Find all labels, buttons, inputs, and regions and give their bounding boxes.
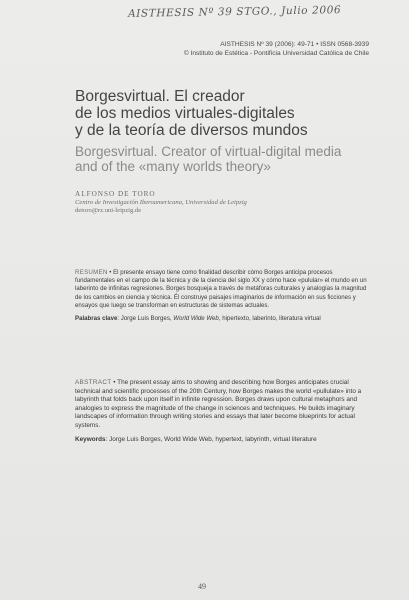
journal-issue-line: AISTHESIS Nº 39 (2006): 49-71 • ISSN 0568-3939 [220,41,369,48]
article-title-english [75,144,375,174]
keywords-en [75,436,370,445]
title-en-line: Borgesvirtual. Creator of virtual-digital media [75,144,342,159]
author-affiliation: Centro de Investigación Iberoamericana, Universidad de Leipzig [75,199,247,206]
page-number: 49 [198,582,206,591]
keywords-es-pre: : Jorge Luis Borges, [117,315,174,323]
title-es-line: Borgesvirtual. El creador [75,88,245,105]
keywords-es [75,315,370,323]
abstract-es-body: • El presente ensayo tiene como finalidad describir cómo Borges anticipa procesos fundamentales en el campo de la técnica y de la ciencia del siglo XX y cómo hace «pulular» el mundo en un laberinto de infinitas regresiones. Borges bosqueja a través de metáforas culturales y analogías la magnitud de los cambios en ciencia y técnica. Él construye paisajes imaginarios de información en sus ficciones y ensayos que luego se transforman en estructuras de sistemas actuales. [75,269,367,309]
abstract-spanish [75,269,370,323]
abstract-en-heading: ABSTRACT [75,379,112,386]
author-block [75,190,365,214]
title-es-line: y de la teoría de diversos mundos [75,122,308,139]
article-title-spanish [75,88,375,139]
keywords-es-web: World Wide Web [173,315,219,323]
keywords-es-post: , hipertexto, laberinto, literatura virtual [218,315,321,323]
abstract-en-paragraph [75,379,370,431]
author-name: ALFONSO DE TORO [75,190,156,198]
journal-citation [129,40,369,58]
author-email: detoro@rz.uni-leipzig.de [75,207,142,214]
abstract-es-paragraph [75,269,370,310]
abstract-en-body: • The present essay aims to showing and describing how Borges anticipates crucial technical and scientific processes of the 20th Century, how Borges makes the world «pullulate» into a labyrinth that folds back upon itself in infinite regression. Borges draws upon cultural metaphors and analogies to express the magnitude of the change in sciences and techniques. He builds imaginary landscapes of information through writing stories and essays that later become blueprints for actual systems. [75,379,362,429]
journal-publisher-line: © Instituto de Estética - Pontificia Universidad Católica de Chile [183,50,369,57]
abstract-english [75,379,370,444]
keywords-en-label: Keywords [75,435,106,443]
title-es-line: de los medios virtuales-digitales [75,105,295,122]
handwritten-note: AISTHESIS Nº 39 STGO., Julio 2006 [127,4,342,20]
keywords-en-text: : Jorge Luis Borges, World Wide Web, hypertext, labyrinth, virtual literature [105,435,317,443]
abstract-es-heading: RESUMEN [75,269,108,276]
keywords-es-label: Palabras clave [75,315,118,323]
article-titles [75,88,375,174]
title-en-line: and of the «many worlds theory» [75,159,271,174]
